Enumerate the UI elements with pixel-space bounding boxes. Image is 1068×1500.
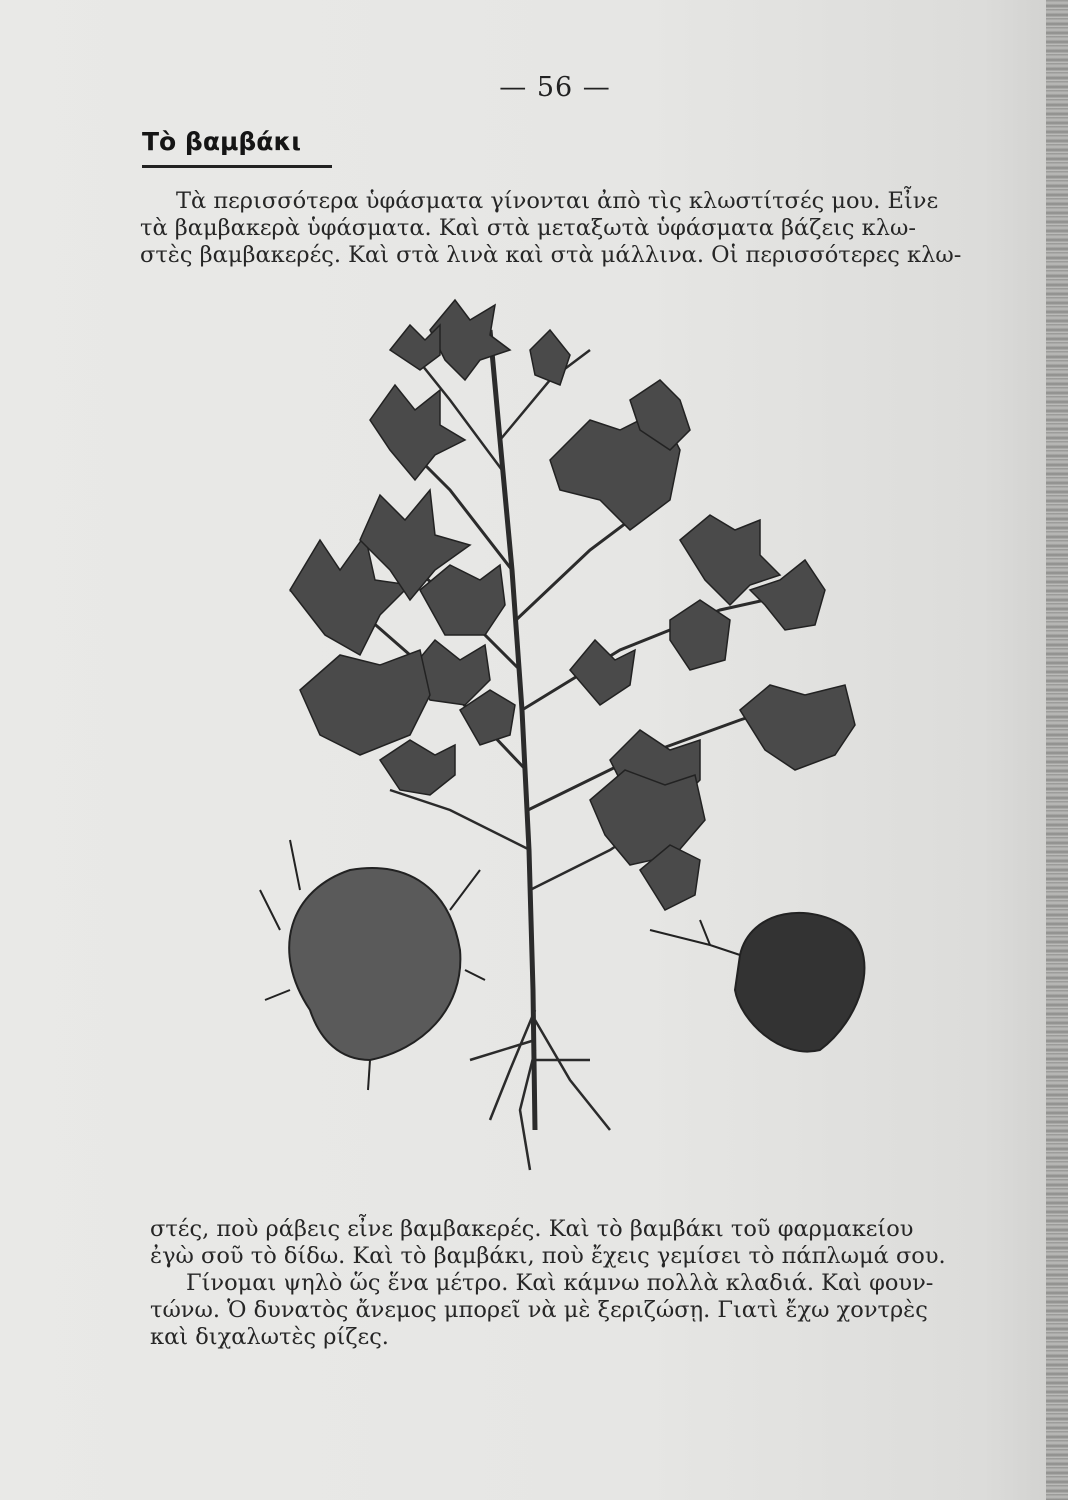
paragraph-top [140, 188, 1000, 269]
text-line: τώνω. Ὁ δυνατὸς ἄνεμος μπορεῖ νὰ μὲ ξεριζώσῃ. Γιατὶ ἔχω χοντρὲς [150, 1297, 928, 1323]
section-title: Τὸ βαμβάκι [142, 127, 301, 156]
binding-edge [1046, 0, 1068, 1500]
text-line: στές, ποὺ ράβεις εἶνε βαμβακερές. Καὶ τὸ βαμβάκι τοῦ φαρμακείου [150, 1216, 914, 1242]
text-line: Γίνομαι ψηλὸ ὥς ἕνα μέτρο. Καὶ κάμνω πολλὰ κλαδιά. Καὶ φουν- [186, 1270, 934, 1296]
text-line: καὶ διχαλωτὲς ρίζες. [150, 1324, 389, 1350]
text-line: ἐγὼ σοῦ τὸ δίδω. Καὶ τὸ βαμβάκι, ποὺ ἔχεις γεμίσει τὸ πάπλωμά σου. [150, 1243, 946, 1269]
text-line: τὰ βαμβακερὰ ὑφάσματα. Καὶ στὰ μεταξωτὰ ὑφάσματα βάζεις κλω- [140, 215, 916, 241]
title-underline [142, 165, 332, 168]
page-number: — 56 — [499, 72, 611, 103]
cotton-plant-illustration [250, 290, 890, 1190]
paragraph-bottom [150, 1216, 1010, 1351]
cotton-plant-drawing [250, 290, 890, 1190]
text-line: Τὰ περισσότερα ὑφάσματα γίνονται ἀπὸ τὶς κλωστίτσές μου. Εἶνε [176, 188, 939, 214]
text-line: στὲς βαμβακερές. Καὶ στὰ λινὰ καὶ στὰ μάλλινα. Οἱ περισσότερες κλω- [140, 242, 962, 268]
